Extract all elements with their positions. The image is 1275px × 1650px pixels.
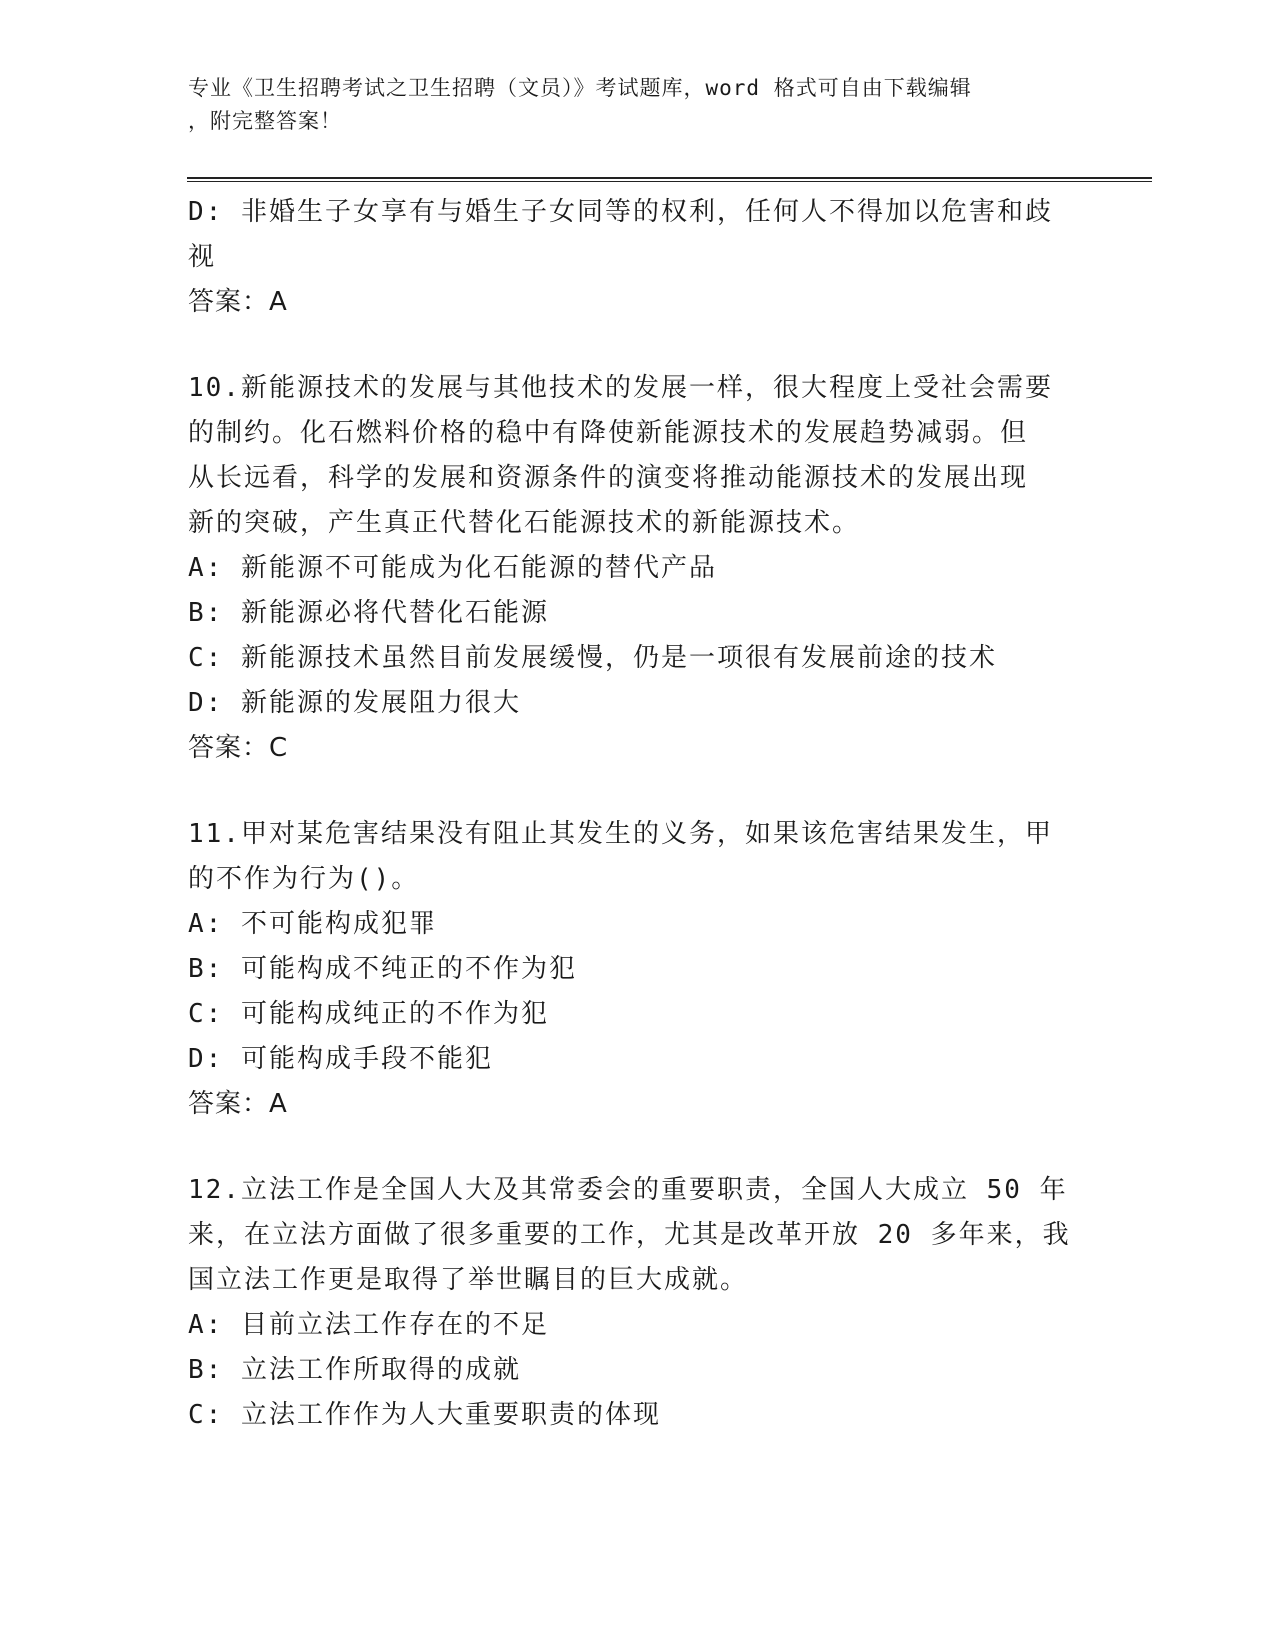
option-b: B: 立法工作所取得的成就 <box>188 1355 521 1385</box>
question-stem-line: 的制约。化石燃料价格的稳中有降使新能源技术的发展趋势减弱。但 <box>188 418 1029 448</box>
option-b: B: 新能源必将代替化石能源 <box>188 598 549 628</box>
answer-label: 答案：C <box>188 733 289 763</box>
option-a: A: 新能源不可能成为化石能源的替代产品 <box>188 553 717 583</box>
question-stem-line: 10.新能源技术的发展与其他技术的发展一样，很大程度上受社会需要 <box>188 373 1053 403</box>
option-d-continued: 视 <box>188 242 217 272</box>
question-11 <box>188 812 1078 1127</box>
option-b: B: 可能构成不纯正的不作为犯 <box>188 954 577 984</box>
option-c: C: 立法工作作为人大重要职责的体现 <box>188 1400 661 1430</box>
option-d: D: 新能源的发展阻力很大 <box>188 688 521 718</box>
question-stem-line: 的不作为行为()。 <box>188 864 420 894</box>
question-12 <box>188 1168 1078 1438</box>
question-stem-line: 12.立法工作是全国人大及其常委会的重要职责，全国人大成立 50 年 <box>188 1175 1068 1205</box>
question-stem-line: 从长远看，科学的发展和资源条件的演变将推动能源技术的发展出现 <box>188 463 1029 493</box>
question-stem-line: 11.甲对某危害结果没有阻止其发生的义务，如果该危害结果发生，甲 <box>188 819 1053 849</box>
question-stem-line: 新的突破，产生真正代替化石能源技术的新能源技术。 <box>188 508 861 538</box>
option-c: C: 新能源技术虽然目前发展缓慢，仍是一项很有发展前途的技术 <box>188 643 997 673</box>
question-9-tail <box>188 190 1078 325</box>
document-header <box>188 72 1068 138</box>
header-line-2: ，附完整答案！ <box>188 109 342 133</box>
question-stem-line: 国立法工作更是取得了举世瞩目的巨大成就。 <box>188 1265 749 1295</box>
option-d: D: 可能构成手段不能犯 <box>188 1044 493 1074</box>
answer-label: 答案：A <box>188 1089 288 1119</box>
option-d: D: 非婚生子女享有与婚生子女同等的权利，任何人不得加以危害和歧 <box>188 197 1053 227</box>
header-divider <box>187 177 1152 182</box>
header-line-1: 专业《卫生招聘考试之卫生招聘（文员）》考试题库，word 格式可自由下载编辑 <box>188 76 972 100</box>
question-10 <box>188 366 1078 771</box>
option-a: A: 不可能构成犯罪 <box>188 909 437 939</box>
option-c: C: 可能构成纯正的不作为犯 <box>188 999 549 1029</box>
question-list <box>188 190 1078 1438</box>
option-a: A: 目前立法工作存在的不足 <box>188 1310 549 1340</box>
question-stem-line: 来，在立法方面做了很多重要的工作，尤其是改革开放 20 多年来，我 <box>188 1220 1071 1250</box>
answer-label: 答案：A <box>188 287 288 317</box>
